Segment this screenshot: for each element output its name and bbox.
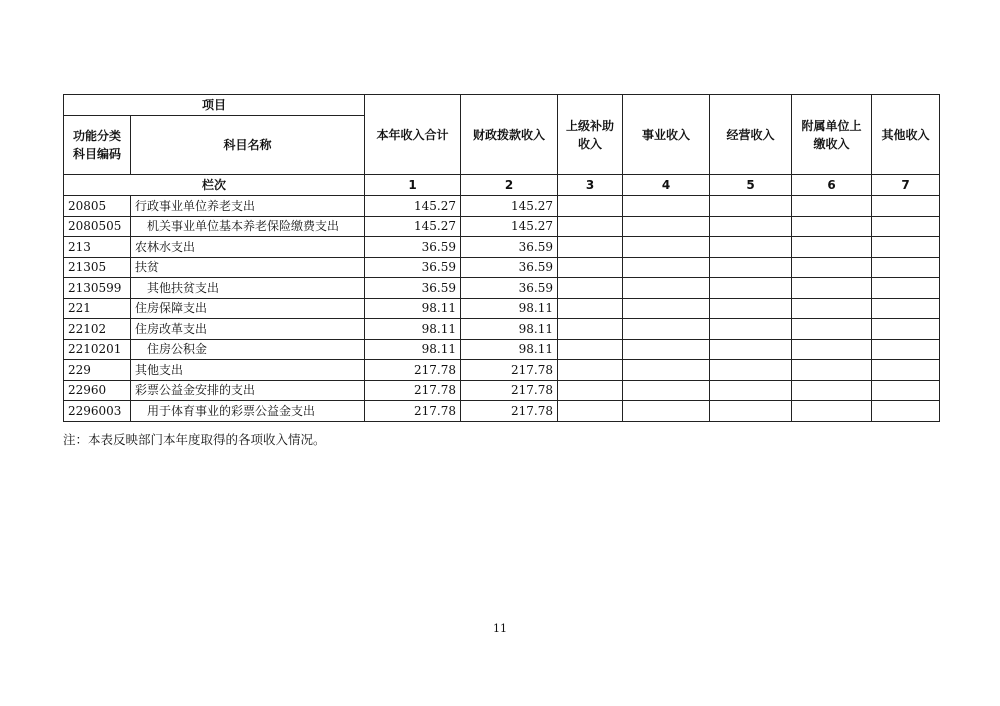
row-code: 213: [64, 237, 131, 258]
header-name: 科目名称: [131, 116, 365, 175]
header-item: 项目: [64, 95, 365, 116]
row-value: 98.11: [365, 339, 461, 360]
row-value: [558, 257, 623, 278]
row-code: 2210201: [64, 339, 131, 360]
row-value: [792, 339, 872, 360]
row-code: 20805: [64, 196, 131, 217]
row-value: [792, 319, 872, 340]
row-name: 其他支出: [131, 360, 365, 381]
col-number: 4: [623, 175, 710, 196]
col-number: 7: [872, 175, 940, 196]
row-value: 217.78: [365, 360, 461, 381]
header-col-3: 上级补助 收入: [558, 95, 623, 175]
table-row: [64, 298, 940, 319]
row-value: [792, 196, 872, 217]
header-col-4: 事业收入: [623, 95, 710, 175]
row-value: [558, 380, 623, 401]
table-row: [64, 216, 940, 237]
row-name: 用于体育事业的彩票公益金支出: [131, 401, 365, 422]
income-table: [63, 94, 940, 422]
header-col-2: 财政拨款收入: [461, 95, 558, 175]
row-value: [792, 216, 872, 237]
header-col-7: 其他收入: [872, 95, 940, 175]
row-value: 145.27: [461, 196, 558, 217]
row-code: 221: [64, 298, 131, 319]
row-value: [872, 196, 940, 217]
row-name: 农林水支出: [131, 237, 365, 258]
page-number: 11: [493, 622, 507, 635]
header-col-6: 附属单位上 缴收入: [792, 95, 872, 175]
col-number: 3: [558, 175, 623, 196]
row-value: 217.78: [461, 380, 558, 401]
col-number: 5: [710, 175, 792, 196]
row-name: 行政事业单位养老支出: [131, 196, 365, 217]
col-number: 2: [461, 175, 558, 196]
header-col-5: 经营收入: [710, 95, 792, 175]
row-value: 217.78: [461, 360, 558, 381]
row-name: 住房公积金: [131, 339, 365, 360]
row-value: [872, 319, 940, 340]
row-value: [623, 401, 710, 422]
header-col-1: 本年收入合计: [365, 95, 461, 175]
row-value: [792, 278, 872, 299]
table-row: [64, 196, 940, 217]
row-value: [558, 278, 623, 299]
row-name: 机关事业单位基本养老保险缴费支出: [131, 216, 365, 237]
row-code: 2296003: [64, 401, 131, 422]
row-value: 145.27: [461, 216, 558, 237]
row-value: [558, 401, 623, 422]
row-value: [558, 360, 623, 381]
row-value: [792, 380, 872, 401]
row-value: [623, 319, 710, 340]
row-value: 217.78: [365, 380, 461, 401]
row-value: 98.11: [365, 319, 461, 340]
row-value: [710, 380, 792, 401]
row-name: 扶贫: [131, 257, 365, 278]
row-value: [623, 360, 710, 381]
row-value: [558, 237, 623, 258]
table-row: [64, 319, 940, 340]
row-value: [872, 360, 940, 381]
row-value: [623, 298, 710, 319]
row-value: [872, 298, 940, 319]
row-value: 36.59: [365, 257, 461, 278]
table-row: [64, 257, 940, 278]
table-row: [64, 360, 940, 381]
row-code: 2080505: [64, 216, 131, 237]
row-value: [710, 237, 792, 258]
table-note: 注：本表反映部门本年度取得的各项收入情况。: [63, 432, 326, 447]
row-value: [792, 257, 872, 278]
col-number: 1: [365, 175, 461, 196]
row-value: [623, 339, 710, 360]
row-value: [558, 216, 623, 237]
row-name: 彩票公益金安排的支出: [131, 380, 365, 401]
row-value: [623, 380, 710, 401]
row-value: [558, 298, 623, 319]
row-value: [872, 237, 940, 258]
row-name: 其他扶贫支出: [131, 278, 365, 299]
row-value: 36.59: [365, 237, 461, 258]
row-value: 98.11: [461, 339, 558, 360]
row-value: [710, 360, 792, 381]
row-value: [792, 237, 872, 258]
row-value: [623, 196, 710, 217]
row-value: 145.27: [365, 216, 461, 237]
row-value: [872, 278, 940, 299]
row-value: [872, 339, 940, 360]
col-number: 6: [792, 175, 872, 196]
row-value: 217.78: [461, 401, 558, 422]
row-value: 36.59: [461, 278, 558, 299]
table-row: [64, 339, 940, 360]
row-value: [623, 216, 710, 237]
row-value: [872, 216, 940, 237]
header-lanci: 栏次: [64, 175, 365, 196]
row-value: [710, 319, 792, 340]
row-value: 98.11: [461, 298, 558, 319]
row-value: 145.27: [365, 196, 461, 217]
row-code: 22102: [64, 319, 131, 340]
row-value: [792, 360, 872, 381]
row-value: [623, 278, 710, 299]
row-value: [792, 298, 872, 319]
row-value: [872, 257, 940, 278]
row-value: 36.59: [461, 237, 558, 258]
row-value: 98.11: [461, 319, 558, 340]
row-value: [710, 298, 792, 319]
row-value: [872, 401, 940, 422]
row-value: [558, 319, 623, 340]
row-value: [710, 216, 792, 237]
row-value: [710, 278, 792, 299]
row-name: 住房改革支出: [131, 319, 365, 340]
row-code: 21305: [64, 257, 131, 278]
row-name: 住房保障支出: [131, 298, 365, 319]
row-code: 2130599: [64, 278, 131, 299]
row-value: [710, 339, 792, 360]
row-value: [792, 401, 872, 422]
row-value: [558, 339, 623, 360]
row-value: [872, 380, 940, 401]
table-row: [64, 237, 940, 258]
row-value: [623, 257, 710, 278]
row-code: 22960: [64, 380, 131, 401]
row-value: 217.78: [365, 401, 461, 422]
table-row: [64, 278, 940, 299]
row-value: 98.11: [365, 298, 461, 319]
row-value: [558, 196, 623, 217]
row-value: 36.59: [365, 278, 461, 299]
row-code: 229: [64, 360, 131, 381]
row-value: [710, 196, 792, 217]
row-value: [710, 257, 792, 278]
row-value: [623, 237, 710, 258]
row-value: [710, 401, 792, 422]
table-row: [64, 401, 940, 422]
header-code: 功能分类 科目编码: [64, 116, 131, 175]
row-value: 36.59: [461, 257, 558, 278]
table-row: [64, 380, 940, 401]
